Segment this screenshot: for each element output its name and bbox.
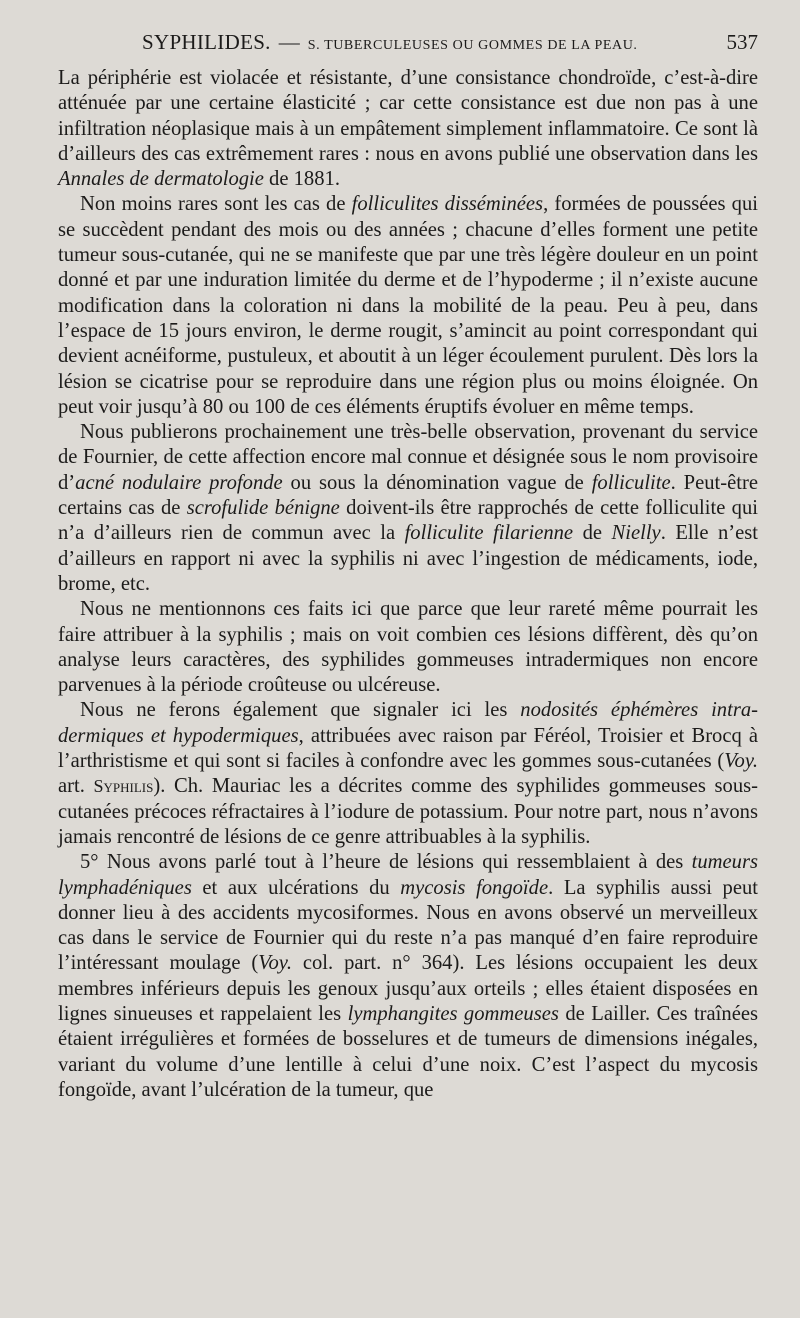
paragraph [58, 850, 758, 1103]
italic-term: folliculite filarienne [404, 522, 574, 545]
italic-term: scrofulide bénigne [186, 497, 340, 520]
text-run: art. [58, 775, 94, 798]
page-number: 537 [726, 30, 758, 54]
text-run: Non moins rares sont les cas de [80, 193, 352, 216]
paragraph [58, 698, 758, 850]
text-run: de Lailler. Ces traînées étaient irrégulières et formées de bosselures et de tumeurs de dimensions inégales, variant du volume d’une lentille à celui d’une noix. C’est l’aspect du mycosis fongoïde, avant l’ulcération de la tumeur, que [58, 1002, 758, 1101]
paragraph [58, 597, 758, 698]
body-text [58, 66, 758, 1103]
text-run: . Peut-être certains cas de [58, 471, 758, 520]
text-run: La périphérie est violacée et résistante, d’une consistance chondroïde, c’est-à-dire atténuée par une certaine élasticité ; car cette consistance est due non pas à une infiltration néoplasique mais à un empâtement simplement inflammatoire. Ce sont là d’ailleurs des cas extrêmement rares : nous en avons publié une observation dans les [58, 67, 758, 165]
text-run: col. part. n° 364). Les lésions occupaient les deux membres inférieurs depuis les genoux jusqu’aux orteils ; elles étaient disposées en lignes sinueuses et rappelaient les [58, 952, 758, 1025]
paragraph [58, 420, 758, 597]
running-head-subtitle: S. TUBERCULEUSES OU GOMMES DE LA PEAU. [307, 38, 638, 53]
text-run: de 1881. [263, 168, 340, 191]
italic-term: folliculites disséminées [351, 193, 544, 216]
text-run: , formées de poussées qui se succèdent pendant des mois ou des années ; chacune d’elles forment une petite tumeur sous-cutanée, qui ne se manifeste que par une très légère douleur en un point donné et par une induration limitée du derme et de l’hypoderme ; il n’existe aucune modification dans la coloration ni dans la mobilité de la peau. Peu à peu, dans l’espace de 15 jours environ, le derme rougit, s’amincit au point correspondant qui devient acnéiforme, pustuleux, et aboutit à un léger écoulement purulent. Dès lors la lésion se cicatrise pour se reproduire dans une région plus ou moins éloignée. On peut voir jusqu’à 80 ou 100 de ces éléments éruptifs évoluer en même temps. [58, 193, 758, 418]
text-run: Nous publierons prochainement une très-belle observation, provenant du service de Fournier, de cette affection encore mal connue et désignée sous le nom provisoire d’ [58, 421, 758, 494]
text-run: . Elle n’est d’ailleurs en rapport ni avec la syphilis ni avec l’ingestion de médicaments, iode, brome, etc. [58, 522, 759, 595]
running-head-left [142, 28, 638, 60]
italic-term: tumeurs lymphadéniques [58, 851, 758, 899]
italic-term: mycosis fongoïde [400, 876, 549, 899]
italic-term: Annales de dermatologie [58, 168, 264, 191]
text-run: doivent-ils être rapprochés de cette folliculite qui n’a d’ailleurs rien de commun avec la [58, 497, 758, 545]
text-run: de [573, 522, 612, 545]
paragraph [58, 66, 758, 192]
text-run: . La syphilis aussi peut donner lieu à des accidents mycosiformes. Nous en avons observé un merveilleux cas dans le service de Fournier qui du reste n’a pas manqué d’en faire reproduire l’intéressant moulage ( [58, 876, 758, 975]
text-run: ). Ch. Mauriac les a décrites comme des syphilides gommeuses sous-cutanées précoces réfractaires à l’iodure de potassium. Pour notre part, nous n’avons jamais rencontré de lésions de ce genre attribuables à la syphilis. [58, 775, 758, 848]
italic-term: lymphangites gommeuses [347, 1002, 559, 1025]
text-run: 5° Nous avons parlé tout à l’heure de lésions qui ressemblaient à des [80, 851, 692, 874]
text-run: , attribuées avec raison par Féréol, Troisier et Brocq à l’arthristisme et qui sont si faciles à confondre avec les gommes sous-cutanées ( [58, 724, 758, 773]
italic-term: Voy. [724, 750, 758, 773]
running-head-title: SYPHILIDES. [142, 30, 271, 54]
italic-term: folliculite [591, 471, 671, 494]
italic-term: Voy. [258, 952, 292, 975]
running-head [58, 28, 758, 60]
text-run: ou sous la dénomination vague de [282, 471, 592, 494]
small-caps-term: Syphilis [93, 776, 154, 797]
italic-term: Nielly [611, 522, 661, 545]
italic-term: acné nodulaire profonde [75, 471, 283, 494]
text-run: Nous ne ferons également que signaler ici les [80, 699, 521, 722]
paragraph [58, 192, 758, 420]
running-head-dash: — [278, 30, 300, 54]
text-run: et aux ulcérations du [191, 876, 401, 899]
italic-term: nodosités éphémères intra-dermiques et hypodermiques [58, 699, 758, 747]
text-run: Nous ne mentionnons ces faits ici que parce que leur rareté même pourrait les faire attribuer à la syphilis ; mais on voit combien ces lésions diffèrent, dès qu’on analyse leurs caractères, des syphilides gommeuses intradermiques non encore parvenues à la période croûteuse ou ulcéreuse. [58, 598, 758, 697]
